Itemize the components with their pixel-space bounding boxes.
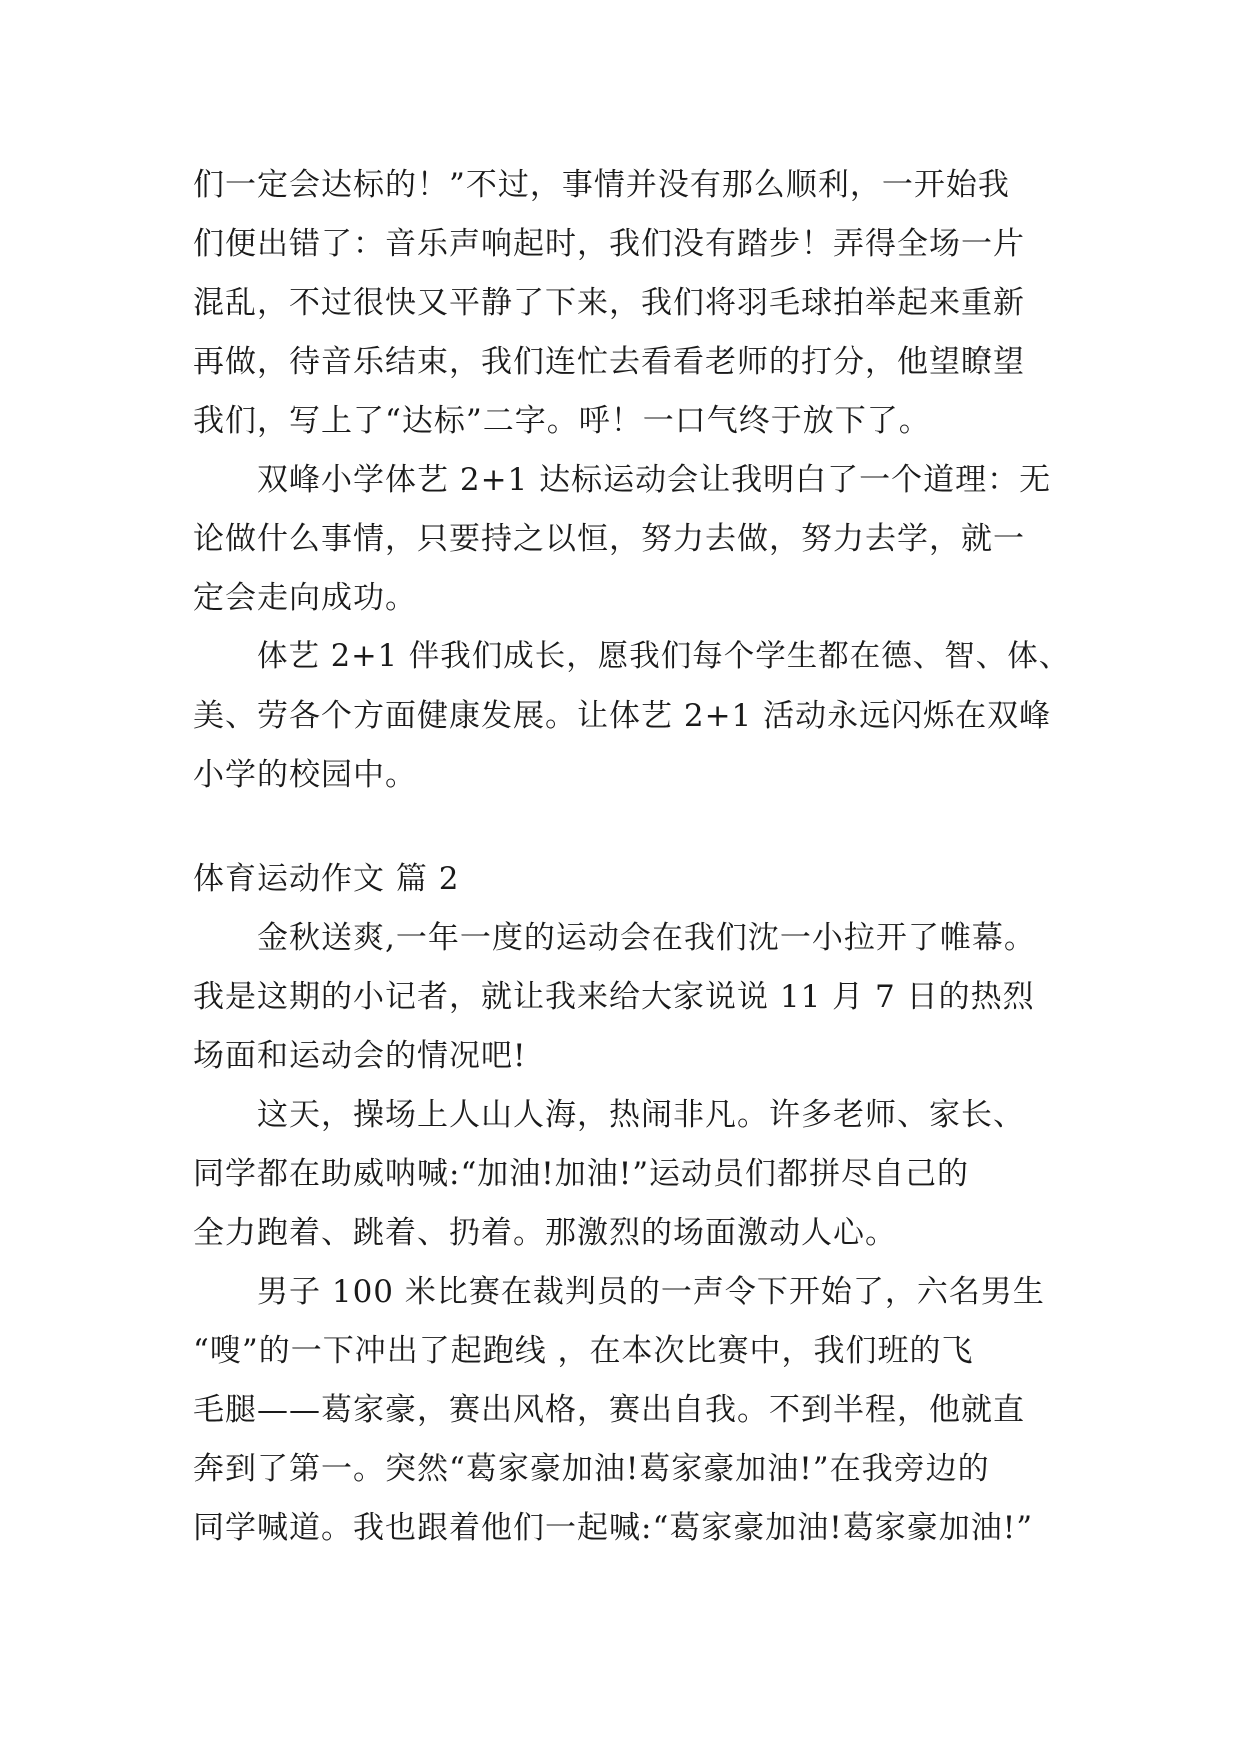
text-line: 美、劳各个方面健康发展。让体艺 2+1 活动永远闪烁在双峰 bbox=[193, 698, 1052, 734]
text-line: 们一定会达标的！”不过，事情并没有那么顺利，一开始我 bbox=[193, 167, 1010, 203]
text-line: 小学的校园中。 bbox=[193, 757, 417, 793]
text-line: 全力跑着、跳着、扔着。那激烈的场面激动人心。 bbox=[193, 1215, 897, 1251]
section-heading: 体育运动作文 篇 2 bbox=[193, 861, 460, 897]
text-line: 再做，待音乐结束，我们连忙去看看老师的打分，他望瞭望 bbox=[193, 344, 1025, 380]
paragraph-start-line: 男子 100 米比赛在裁判员的一声令下开始了，六名男生 bbox=[257, 1274, 1045, 1310]
text-line: 论做什么事情，只要持之以恒，努力去做，努力去学，就一 bbox=[193, 521, 1025, 557]
text-line: 奔到了第一。突然“葛家豪加油!葛家豪加油!”在我旁边的 bbox=[193, 1451, 990, 1487]
text-line: 我是这期的小记者，就让我来给大家说说 11 月 7 日的热烈 bbox=[193, 979, 1035, 1015]
text-line: 混乱，不过很快又平静了下来，我们将羽毛球拍举起来重新 bbox=[193, 285, 1025, 321]
text-line: 同学都在助威呐喊:“加油!加油!”运动员们都拼尽自己的 bbox=[193, 1156, 970, 1192]
text-line: “嗖”的一下冲出了起跑线 ，在本次比赛中，我们班的飞 bbox=[193, 1333, 974, 1369]
text-line: 们便出错了：音乐声响起时，我们没有踏步！弄得全场一片 bbox=[193, 226, 1025, 262]
text-line: 我们，写上了“达标”二字。呼！一口气终于放下了。 bbox=[193, 403, 931, 439]
paragraph-start-line: 双峰小学体艺 2+1 达标运动会让我明白了一个道理：无 bbox=[257, 462, 1052, 498]
paragraph-start-line: 金秋送爽,一年一度的运动会在我们沈一小拉开了帷幕。 bbox=[257, 920, 1036, 956]
paragraph-start-line: 体艺 2+1 伴我们成长，愿我们每个学生都在德、智、体、 bbox=[257, 639, 1071, 674]
text-line: 毛腿——葛家豪，赛出风格，赛出自我。不到半程，他就直 bbox=[193, 1392, 1025, 1428]
text-line: 场面和运动会的情况吧! bbox=[193, 1038, 527, 1074]
text-line: 定会走向成功。 bbox=[193, 580, 417, 616]
text-line: 同学喊道。我也跟着他们一起喊:“葛家豪加油!葛家豪加油!” bbox=[193, 1510, 1034, 1546]
paragraph-start-line: 这天，操场上人山人海，热闹非凡。许多老师、家长、 bbox=[257, 1097, 1025, 1133]
